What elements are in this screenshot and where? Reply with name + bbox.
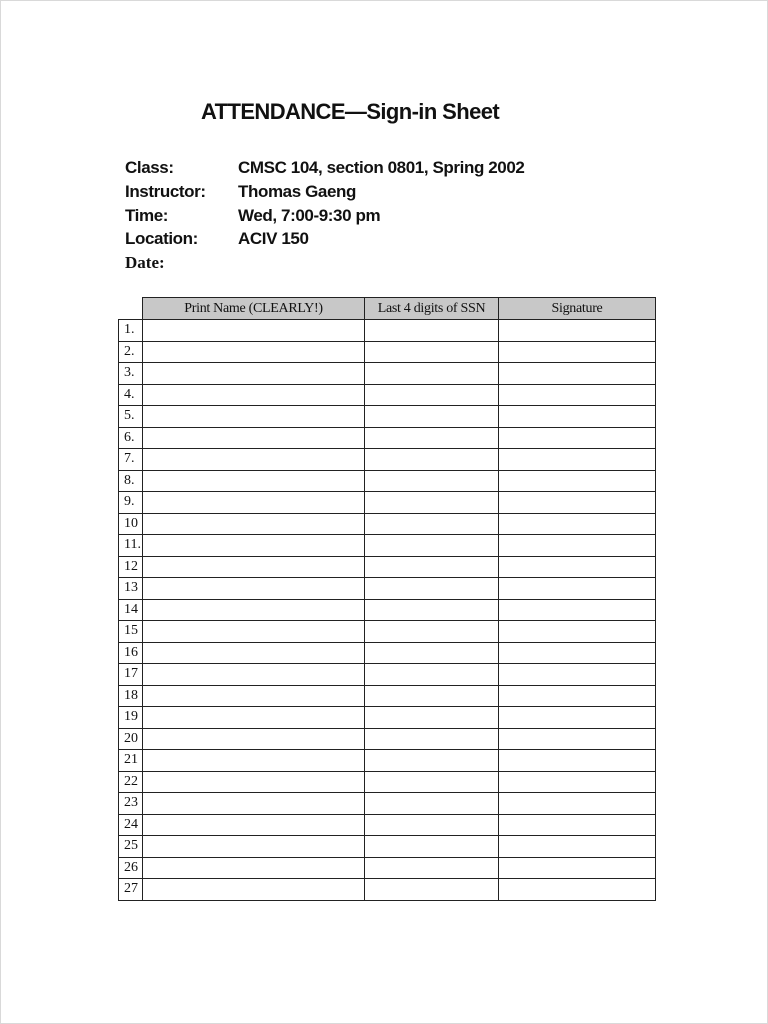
ssn-cell[interactable] [365,427,499,449]
ssn-cell[interactable] [365,621,499,643]
signature-cell[interactable] [499,879,656,901]
table-row [119,814,656,836]
row-number: 4. [119,384,143,406]
ssn-cell[interactable] [365,363,499,385]
ssn-header: Last 4 digits of SSN [365,298,499,320]
location-label: Location: [125,229,198,249]
print-name-cell[interactable] [143,664,365,686]
table-row [119,556,656,578]
table-row [119,836,656,858]
ssn-cell[interactable] [365,470,499,492]
signature-cell[interactable] [499,406,656,428]
instructor-label: Instructor: [125,181,206,201]
print-name-cell[interactable] [143,599,365,621]
print-name-cell[interactable] [143,879,365,901]
table-row [119,578,656,600]
signature-cell[interactable] [499,814,656,836]
time-label: Time: [125,205,169,225]
print-name-cell[interactable] [143,857,365,879]
table-row [119,492,656,514]
table-row [119,449,656,471]
time-value: Wed, 7:00-9:30 pm [238,205,381,225]
ssn-cell[interactable] [365,750,499,772]
print-name-cell[interactable] [143,470,365,492]
ssn-cell[interactable] [365,771,499,793]
class-row [125,156,524,180]
signature-cell[interactable] [499,621,656,643]
row-number: 13 [119,578,143,600]
table-header-row [119,298,656,320]
ssn-cell[interactable] [365,728,499,750]
ssn-cell[interactable] [365,492,499,514]
row-number: 24 [119,814,143,836]
row-number: 20 [119,728,143,750]
print-name-cell[interactable] [143,427,365,449]
table-row [119,341,656,363]
signature-cell[interactable] [499,513,656,535]
attendance-table [118,297,656,901]
signature-cell[interactable] [499,599,656,621]
row-number: 2. [119,341,143,363]
row-number: 26 [119,857,143,879]
table-row [119,535,656,557]
signature-header: Signature [499,298,656,320]
table-row [119,707,656,729]
print-name-cell[interactable] [143,771,365,793]
location-value: ACIV 150 [238,229,309,249]
signature-cell[interactable] [499,384,656,406]
table-row [119,384,656,406]
attendance-rows [119,320,656,901]
table-row [119,685,656,707]
row-number: 10 [119,513,143,535]
signature-cell[interactable] [499,707,656,729]
signature-cell[interactable] [499,728,656,750]
row-number: 19 [119,707,143,729]
ssn-cell[interactable] [365,599,499,621]
sheet-title: ATTENDANCE—Sign-in Sheet [201,99,500,124]
row-number: 23 [119,793,143,815]
row-number: 12 [119,556,143,578]
print-name-cell[interactable] [143,513,365,535]
print-name-cell[interactable] [143,793,365,815]
row-number: 5. [119,406,143,428]
print-name-cell[interactable] [143,707,365,729]
ssn-cell[interactable] [365,793,499,815]
print-name-cell[interactable] [143,449,365,471]
ssn-cell[interactable] [365,664,499,686]
signature-cell[interactable] [499,492,656,514]
signature-cell[interactable] [499,449,656,471]
table-row [119,320,656,342]
print-name-cell[interactable] [143,341,365,363]
row-number: 8. [119,470,143,492]
class-info-block [125,156,524,275]
print-name-cell[interactable] [143,492,365,514]
print-name-cell[interactable] [143,814,365,836]
signature-cell[interactable] [499,793,656,815]
row-number: 15 [119,621,143,643]
ssn-cell[interactable] [365,535,499,557]
row-number: 22 [119,771,143,793]
signature-cell[interactable] [499,664,656,686]
date-row [125,251,524,275]
table-row [119,750,656,772]
row-number: 18 [119,685,143,707]
signature-cell[interactable] [499,771,656,793]
class-label: Class: [125,158,174,177]
table-row [119,642,656,664]
instructor-value: Thomas Gaeng [238,181,357,201]
signature-cell[interactable] [499,642,656,664]
row-number-header [119,298,143,320]
row-number: 27 [119,879,143,901]
ssn-cell[interactable] [365,857,499,879]
row-number: 14 [119,599,143,621]
signature-cell[interactable] [499,341,656,363]
ssn-cell[interactable] [365,384,499,406]
signature-cell[interactable] [499,857,656,879]
print-name-cell[interactable] [143,384,365,406]
ssn-cell[interactable] [365,879,499,901]
ssn-cell[interactable] [365,707,499,729]
print-name-cell[interactable] [143,621,365,643]
ssn-cell[interactable] [365,320,499,342]
ssn-cell[interactable] [365,341,499,363]
ssn-cell[interactable] [365,814,499,836]
print-name-cell[interactable] [143,535,365,557]
row-number: 1. [119,320,143,342]
ssn-cell[interactable] [365,578,499,600]
row-number: 21 [119,750,143,772]
class-value: CMSC 104, section 0801, Spring 2002 [238,158,525,177]
print-name-cell[interactable] [143,363,365,385]
signature-cell[interactable] [499,556,656,578]
print-name-cell[interactable] [143,578,365,600]
date-label: Date: [125,253,165,272]
row-number: 9. [119,492,143,514]
row-number: 25 [119,836,143,858]
table-row [119,879,656,901]
print-name-cell[interactable] [143,750,365,772]
print-name-cell[interactable] [143,642,365,664]
ssn-cell[interactable] [365,556,499,578]
table-row [119,793,656,815]
table-row [119,599,656,621]
table-row [119,363,656,385]
row-number: 16 [119,642,143,664]
signature-cell[interactable] [499,427,656,449]
instructor-row [125,180,524,204]
table-row [119,664,656,686]
table-row [119,621,656,643]
table-row [119,427,656,449]
print-name-cell[interactable] [143,406,365,428]
table-row [119,771,656,793]
location-row [125,227,524,251]
ssn-cell[interactable] [365,642,499,664]
signature-cell[interactable] [499,578,656,600]
signature-cell[interactable] [499,535,656,557]
ssn-cell[interactable] [365,449,499,471]
table-row [119,513,656,535]
table-row [119,857,656,879]
row-number: 3. [119,363,143,385]
signature-cell[interactable] [499,320,656,342]
signature-cell[interactable] [499,750,656,772]
print-name-cell[interactable] [143,320,365,342]
signature-cell[interactable] [499,685,656,707]
print-name-cell[interactable] [143,685,365,707]
signature-cell[interactable] [499,363,656,385]
table-row [119,470,656,492]
print-name-header: Print Name (CLEARLY!) [143,298,365,320]
row-number: 7. [119,449,143,471]
signature-cell[interactable] [499,836,656,858]
row-number: 11. [119,535,143,557]
time-row [125,204,524,228]
ssn-cell[interactable] [365,836,499,858]
print-name-cell[interactable] [143,556,365,578]
ssn-cell[interactable] [365,406,499,428]
ssn-cell[interactable] [365,685,499,707]
signature-cell[interactable] [499,470,656,492]
row-number: 17 [119,664,143,686]
table-row [119,406,656,428]
print-name-cell[interactable] [143,836,365,858]
ssn-cell[interactable] [365,513,499,535]
table-row [119,728,656,750]
row-number: 6. [119,427,143,449]
print-name-cell[interactable] [143,728,365,750]
